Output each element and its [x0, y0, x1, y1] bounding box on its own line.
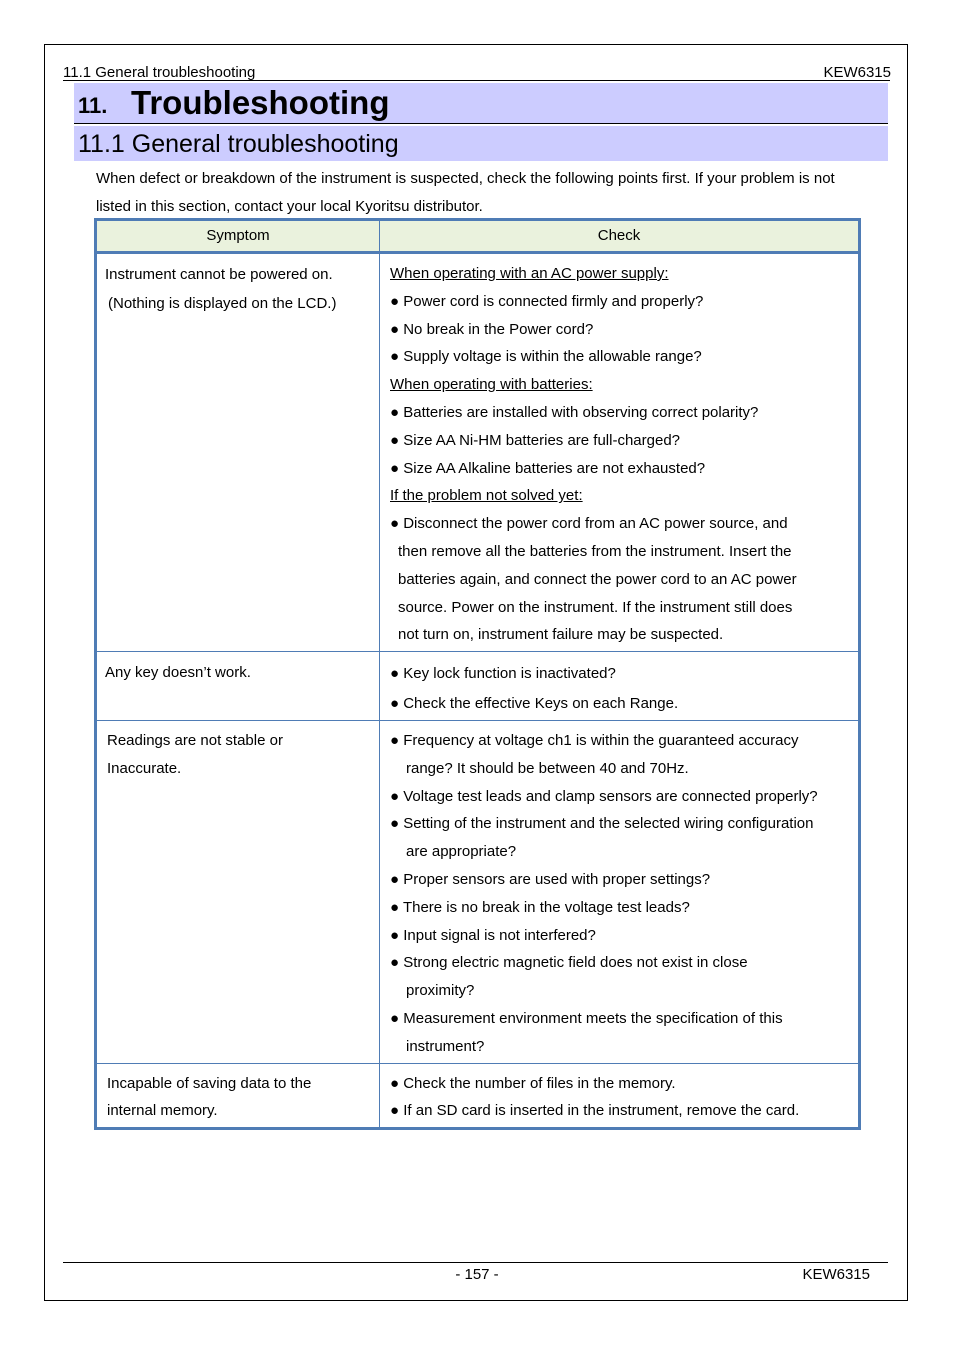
check-item: ● Setting of the instrument and the selected wiring configuration: [390, 815, 814, 833]
intro-paragraph: When defect or breakdown of the instrument is suspected, check the following points first. If your problem is not listed in this section, contact your local Kyoritsu distributor.: [96, 170, 835, 215]
check-cell: [380, 720, 860, 1063]
table-row: [96, 1063, 860, 1129]
troubleshooting-table: [94, 218, 861, 1130]
chapter-title: Troubleshooting: [131, 84, 390, 121]
section-title: 11.1 General troubleshooting: [78, 130, 399, 158]
check-item: ● Batteries are installed with observing correct polarity?: [390, 403, 759, 421]
check-column-header: Check: [380, 220, 860, 253]
check-item: ● Size AA Ni-HM batteries are full-charged?: [390, 431, 681, 449]
check-cell: [380, 1063, 860, 1129]
symptom-cell: [96, 720, 380, 1063]
check-item: ● No break in the Power cord?: [390, 320, 594, 338]
check-item-continuation: proximity?: [406, 982, 475, 1000]
symptom-line: Incapable of saving data to the: [107, 1074, 312, 1092]
check-item: ● Size AA Alkaline batteries are not exhausted?: [390, 459, 706, 477]
check-item: ● Supply voltage is within the allowable range?: [390, 348, 702, 366]
header-rule: [63, 80, 890, 81]
check-item: ● Strong electric magnetic field does not exist in close: [390, 954, 748, 972]
check-item: ● Proper sensors are used with proper settings?: [390, 870, 711, 888]
symptom-line: Any key doesn’t work.: [105, 664, 251, 682]
check-item: ● Measurement environment meets the specification of this: [390, 1009, 783, 1027]
check-item: ● Key lock function is inactivated?: [390, 665, 616, 683]
symptom-line: Inaccurate.: [107, 759, 182, 777]
check-item: ● Input signal is not interfered?: [390, 926, 596, 944]
check-item: ● There is no break in the voltage test leads?: [390, 898, 690, 916]
check-item-continuation: range? It should be between 40 and 70Hz.: [406, 759, 689, 777]
check-item: ● Check the number of files in the memory.: [390, 1074, 676, 1092]
check-item: ● Disconnect the power cord from an AC power source, and: [390, 515, 788, 533]
table-header-row: [96, 220, 860, 253]
check-item: ● Frequency at voltage ch1 is within the guaranteed accuracy: [390, 731, 799, 749]
footer-rule: [63, 1262, 888, 1263]
chapter-number: 11.: [78, 93, 108, 118]
check-item: ● Voltage test leads and clamp sensors are connected properly?: [390, 787, 818, 805]
symptom-cell: [96, 253, 380, 652]
check-item-continuation: instrument?: [406, 1037, 485, 1055]
check-item-continuation: are appropriate?: [406, 843, 517, 861]
running-header-model: KEW6315: [823, 64, 891, 81]
symptom-cell: [96, 652, 380, 721]
symptom-line: (Nothing is displayed on the LCD.): [108, 295, 337, 312]
check-cell: [380, 652, 860, 721]
footer-model: KEW6315: [802, 1266, 870, 1283]
check-item-continuation: then remove all the batteries from the instrument. Insert the: [398, 542, 792, 560]
check-subheading: When operating with batteries:: [390, 376, 593, 394]
symptom-column-header: Symptom: [96, 220, 380, 253]
chapter-heading: [74, 83, 888, 124]
table-row: [96, 652, 860, 721]
check-subheading: If the problem not solved yet:: [390, 487, 583, 505]
check-item-continuation: not turn on, instrument failure may be suspected.: [398, 626, 724, 644]
check-item: ● If an SD card is inserted in the instrument, remove the card.: [390, 1102, 800, 1120]
table-row: [96, 720, 860, 1063]
symptom-cell: [96, 1063, 380, 1129]
check-cell: [380, 253, 860, 652]
table-row: [96, 253, 860, 652]
symptom-line: Instrument cannot be powered on.: [105, 266, 333, 283]
page-number: - 157 -: [455, 1266, 499, 1283]
check-item-continuation: batteries again, and connect the power cord to an AC power: [398, 570, 797, 588]
check-item-continuation: source. Power on the instrument. If the instrument still does: [398, 598, 793, 616]
symptom-line: Readings are not stable or: [107, 731, 283, 749]
section-heading: [74, 126, 888, 161]
check-subheading: When operating with an AC power supply:: [390, 265, 669, 282]
symptom-line: internal memory.: [107, 1102, 218, 1120]
check-item: ● Power cord is connected firmly and properly?: [390, 292, 704, 310]
running-header-section: 11.1 General troubleshooting: [63, 64, 256, 81]
check-item: ● Check the effective Keys on each Range.: [390, 695, 679, 713]
